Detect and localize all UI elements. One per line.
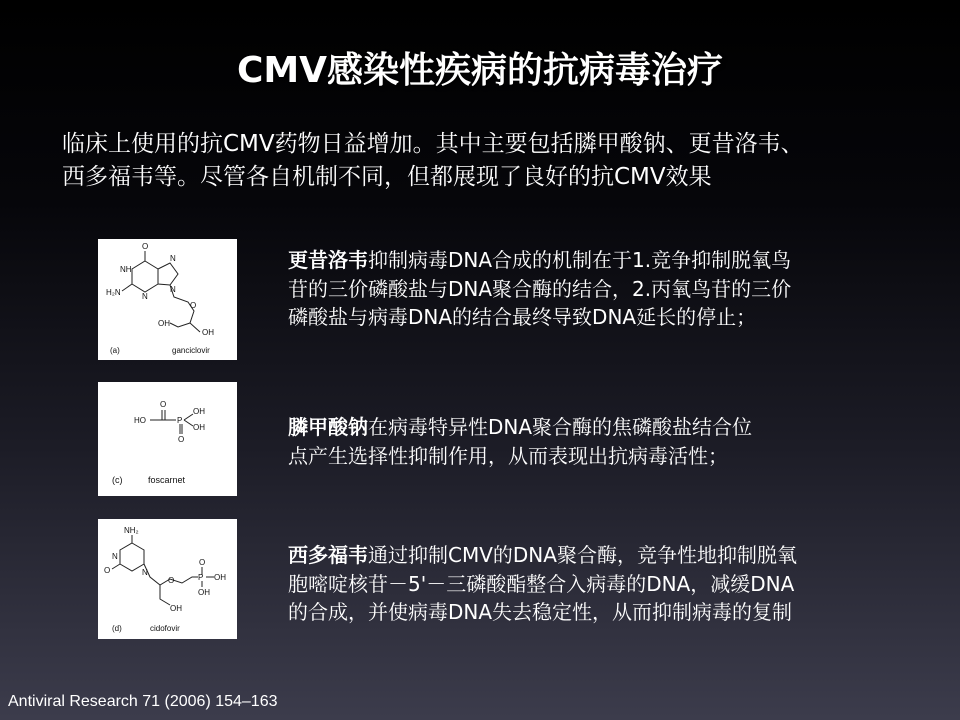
cidofovir-carbonyl-bond: [112, 564, 120, 569]
foscarnet-atom-o: O: [160, 400, 167, 409]
cidofovir-atom-nh2: NH₂: [124, 526, 139, 535]
cidofovir-atom-o: O: [104, 566, 111, 575]
ganciclovir-atom-n2: N: [142, 292, 148, 301]
cidofovir-structure-card: [98, 519, 237, 639]
cidofovir-atom-oh3: OH: [170, 604, 182, 613]
foscarnet-desc-text-1: 在病毒特异性DNA聚合酶的焦磷酸盐结合位: [368, 415, 753, 439]
cidofovir-atom-oh2: OH: [198, 588, 210, 597]
ganciclovir-atom-oh2: OH: [202, 328, 214, 337]
ganciclovir-atom-h2n: H₂N: [106, 288, 121, 297]
cidofovir-caption: cidofovir: [150, 624, 180, 633]
cidofovir-atom-oh1: OH: [214, 573, 226, 582]
foscarnet-name: 膦甲酸钠: [288, 415, 368, 439]
foscarnet-caption: foscarnet: [148, 475, 186, 485]
ganciclovir-imidazole-ring: [158, 263, 178, 285]
cidofovir-atom-o3: O: [199, 558, 206, 567]
intro-line-1: 临床上使用的抗CMV药物日益增加。其中主要包括膦甲酸钠、更昔洛韦、: [62, 131, 804, 157]
cidofovir-structure-diagram: [98, 519, 237, 639]
citation-footer: Antiviral Research 71 (2006) 154–163: [8, 693, 278, 710]
foscarnet-atom-p: P: [177, 416, 183, 425]
cidofovir-desc-line-2: 胞嘧啶核苷－5'－三磷酸酯整合入病毒的DNA，减缓DNA: [288, 571, 795, 596]
foscarnet-atom-o2: O: [178, 435, 185, 444]
ganciclovir-structure-card: [98, 239, 237, 360]
cidofovir-pyrimidine-ring: [120, 543, 144, 571]
cidofovir-atom-o2: O: [168, 576, 175, 585]
ganciclovir-caption: ganciclovir: [172, 346, 210, 355]
ganciclovir-pyrimidine-ring: [132, 261, 158, 292]
foscarnet-atom-ho: HO: [134, 416, 146, 425]
ganciclovir-atom-o: O: [142, 242, 149, 251]
ganciclovir-panel-label: (a): [110, 346, 120, 355]
cidofovir-name: 西多福韦: [288, 543, 368, 567]
cidofovir-desc-line-3: 的合成，并使病毒DNA失去稳定性，从而抑制病毒的复制: [288, 600, 793, 624]
cidofovir-description: [288, 541, 918, 627]
ganciclovir-desc-line-3: 磷酸盐与病毒DNA的结合最终导致DNA延长的停止；: [288, 305, 757, 329]
ganciclovir-atom-oh1: OH: [158, 319, 170, 328]
ganciclovir-desc-line-2: 苷的三价磷酸盐与DNA聚合酶的结合，2.丙氧鸟苷的三价: [288, 276, 792, 301]
cidofovir-sidechain-2: [160, 585, 170, 605]
intro-line-2: 西多福韦等。尽管各自机制不同，但都展现了良好的抗CMV效果: [62, 164, 712, 190]
ganciclovir-atom-n1: N: [170, 254, 176, 263]
cidofovir-atom-n1: N: [112, 552, 118, 561]
cidofovir-atom-n2: N: [142, 568, 148, 577]
ganciclovir-amine-bond: [122, 284, 132, 291]
foscarnet-desc-line-2: 点产生选择性抑制作用，从而表现出抗病毒活性；: [288, 443, 728, 468]
ganciclovir-atom-nh: NH: [120, 265, 132, 274]
cidofovir-desc-text-1: 通过抑制CMV的DNA聚合酶，竞争性地抑制脱氧: [368, 543, 797, 567]
foscarnet-p-oh2-bond: [184, 420, 193, 426]
foscarnet-p-oh1-bond: [184, 414, 193, 420]
ganciclovir-name: 更昔洛韦: [288, 248, 368, 272]
cidofovir-panel-label: (d): [112, 624, 122, 633]
foscarnet-structure-diagram: [98, 382, 237, 496]
ganciclovir-atom-o2: O: [190, 301, 197, 310]
ganciclovir-desc-line-1: [288, 246, 918, 275]
foscarnet-desc-line-1: [288, 413, 918, 442]
cidofovir-desc-line-1: [288, 541, 918, 570]
cidofovir-atom-p: P: [198, 573, 204, 582]
intro-paragraph: [62, 128, 922, 194]
foscarnet-panel-label: (c): [112, 475, 123, 485]
foscarnet-structure-card: [98, 382, 237, 496]
ganciclovir-desc-text-1: 抑制病毒DNA合成的机制在于1.竞争抑制脱氧鸟: [368, 248, 792, 272]
ganciclovir-structure-diagram: [98, 239, 237, 360]
ganciclovir-description: [288, 246, 918, 332]
foscarnet-description: [288, 413, 918, 470]
ganciclovir-sidechain-2: [170, 323, 190, 327]
slide-title: CMV感染性疾病的抗病毒治疗: [236, 50, 724, 91]
foscarnet-atom-oh2: OH: [193, 423, 205, 432]
ganciclovir-atom-n3: N: [170, 285, 176, 294]
foscarnet-atom-oh1: OH: [193, 407, 205, 416]
